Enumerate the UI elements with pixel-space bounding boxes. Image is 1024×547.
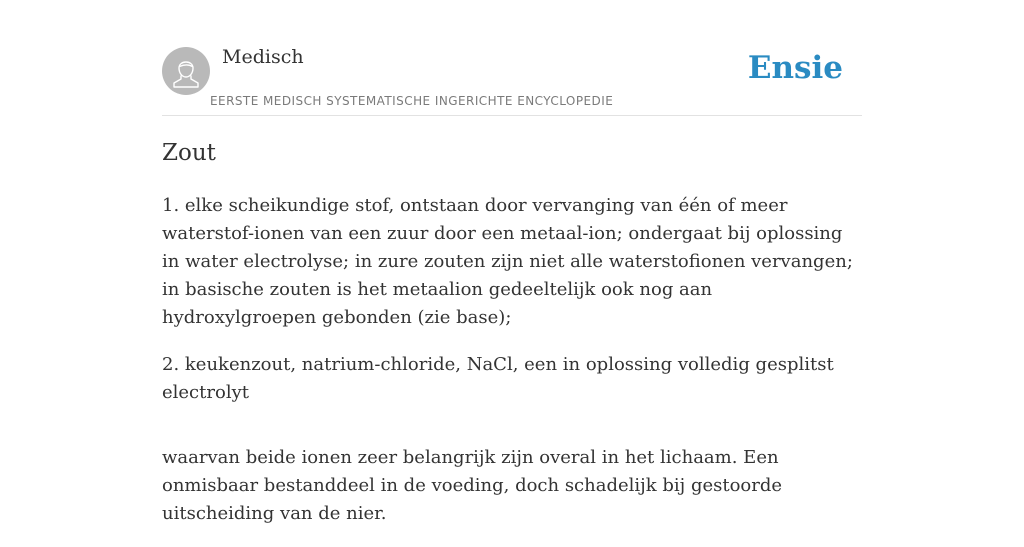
page-header	[162, 0, 862, 116]
brand-logo[interactable]: Ensie	[747, 50, 843, 86]
definition-paragraph-3: waarvan beide ionen zeer belangrijk zijn overal in het lichaam. Een onmisbaar bestanddeel in de voeding, doch schadelijk bij gestoorde uitscheiding van de nier.	[162, 447, 783, 524]
page-container	[162, 0, 862, 524]
entry-title: Zout	[162, 140, 216, 166]
author-link[interactable]: Medisch	[222, 46, 304, 68]
entry-definition	[162, 192, 862, 547]
author-subtitle: EERSTE MEDISCH SYSTEMATISCHE INGERICHTE ENCYCLOPEDIE	[210, 94, 614, 108]
definition-paragraph-1: 1. elke scheikundige stof, ontstaan door vervanging van één of meer waterstof-ionen van een zuur door een metaal-ion; ondergaat bij oplossing in water electrolyse; in zure zouten zijn niet alle waterstofionen vervangen; in basische zouten is het metaalion gedeeltelijk ook nog aan hydroxylgroepen gebonden (zie base);	[162, 195, 853, 328]
user-silhouette-icon	[162, 47, 210, 95]
author-avatar[interactable]	[162, 47, 210, 95]
definition-paragraph-2: 2. keukenzout, natrium-chloride, NaCl, een in oplossing volledig gesplitst electrolyt	[162, 354, 834, 403]
